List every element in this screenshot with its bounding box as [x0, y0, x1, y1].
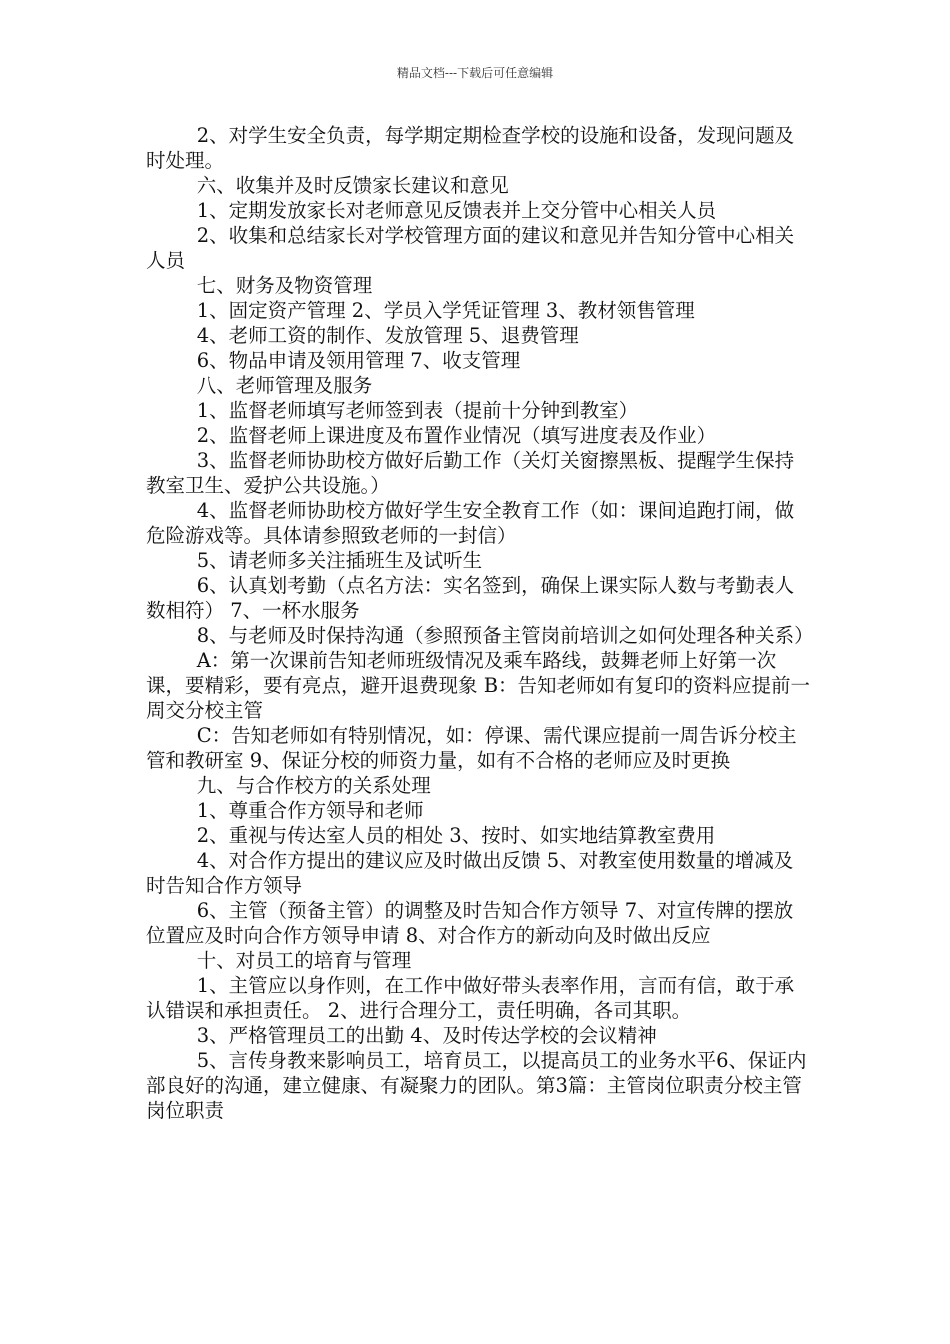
paragraph: 2、重视与传达室人员的相处 3、按时、如实地结算教室费用	[196, 824, 716, 847]
paragraph: 1、监督老师填写老师签到表（提前十分钟到教室）	[196, 399, 639, 422]
paragraph: 6、主管（预备主管）的调整及时告知合作方领导 7、对宣传牌的摆放位置应及时向合作方领导申请 8、对合作方的新动向及时做出反应	[146, 899, 794, 947]
paragraph: 1、主管应以身作则，在工作中做好带头表率作用，言而有信，敢于承认错误和承担责任。 2、进行合理分工，责任明确，各司其职。	[146, 974, 795, 1022]
paragraph: 8、与老师及时保持沟通（参照预备主管岗前培训之如何处理各种关系）	[196, 624, 814, 647]
paragraph: 6、认真划考勤（点名方法：实名签到，确保上课实际人数与考勤表人数相符） 7、一杯水服务	[146, 574, 795, 622]
paragraph: 1、固定资产管理 2、学员入学凭证管理 3、教材领售管理	[196, 299, 695, 322]
section-heading: 九、与合作校方的关系处理	[196, 774, 431, 797]
section-heading: 六、收集并及时反馈家长建议和意见	[196, 174, 509, 197]
page-header: 精品文档---下载后可任意编辑	[396, 66, 554, 80]
paragraph: 1、定期发放家长对老师意见反馈表并上交分管中心相关人员	[196, 199, 717, 222]
paragraph: 4、监督老师协助校方做好学生安全教育工作（如：课间追跑打闹，做危险游戏等。具体请参照致老师的一封信）	[146, 499, 795, 547]
paragraph: A：第一次课前告知老师班级情况及乘车路线，鼓舞老师上好第一次课，要精彩，要有亮点，避开退费现象 B：告知老师如有复印的资料应提前一周交分校主管	[146, 649, 811, 722]
paragraph: 4、对合作方提出的建议应及时做出反馈 5、对教室使用数量的增减及时告知合作方领导	[146, 849, 794, 897]
paragraph: 3、监督老师协助校方做好后勤工作（关灯关窗擦黑板、提醒学生保持教室卫生、爱护公共设施。）	[146, 449, 795, 497]
paragraph: 5、请老师多关注插班生及试听生	[196, 549, 483, 572]
paragraph: 1、尊重合作方领导和老师	[196, 799, 424, 822]
document-body	[146, 123, 814, 1123]
paragraph: 4、老师工资的制作、发放管理 5、退费管理	[196, 324, 579, 347]
section-heading: 十、对员工的培育与管理	[196, 949, 412, 972]
paragraph: 3、严格管理员工的出勤 4、及时传达学校的会议精神	[196, 1024, 657, 1047]
paragraph: 2、监督老师上课进度及布置作业情况（填写进度表及作业）	[196, 424, 717, 447]
section-heading: 七、财务及物资管理	[196, 274, 373, 297]
paragraph: 6、物品申请及领用管理 7、收支管理	[196, 349, 521, 372]
paragraph: 2、对学生安全负责，每学期定期检查学校的设施和设备，发现问题及时处理。	[146, 124, 795, 172]
paragraph: 2、收集和总结家长对学校管理方面的建议和意见并告知分管中心相关人员	[146, 224, 795, 272]
paragraph: C：告知老师如有特别情况，如：停课、需代课应提前一周告诉分校主管和教研室 9、保证分校的师资力量，如有不合格的老师应及时更换	[146, 724, 797, 772]
section-heading: 八、老师管理及服务	[196, 374, 373, 397]
paragraph: 5、言传身教来影响员工，培育员工，以提高员工的业务水平6、保证内部良好的沟通，建立健康、有凝聚力的团队。第3篇：主管岗位职责分校主管岗位职责	[146, 1049, 807, 1122]
